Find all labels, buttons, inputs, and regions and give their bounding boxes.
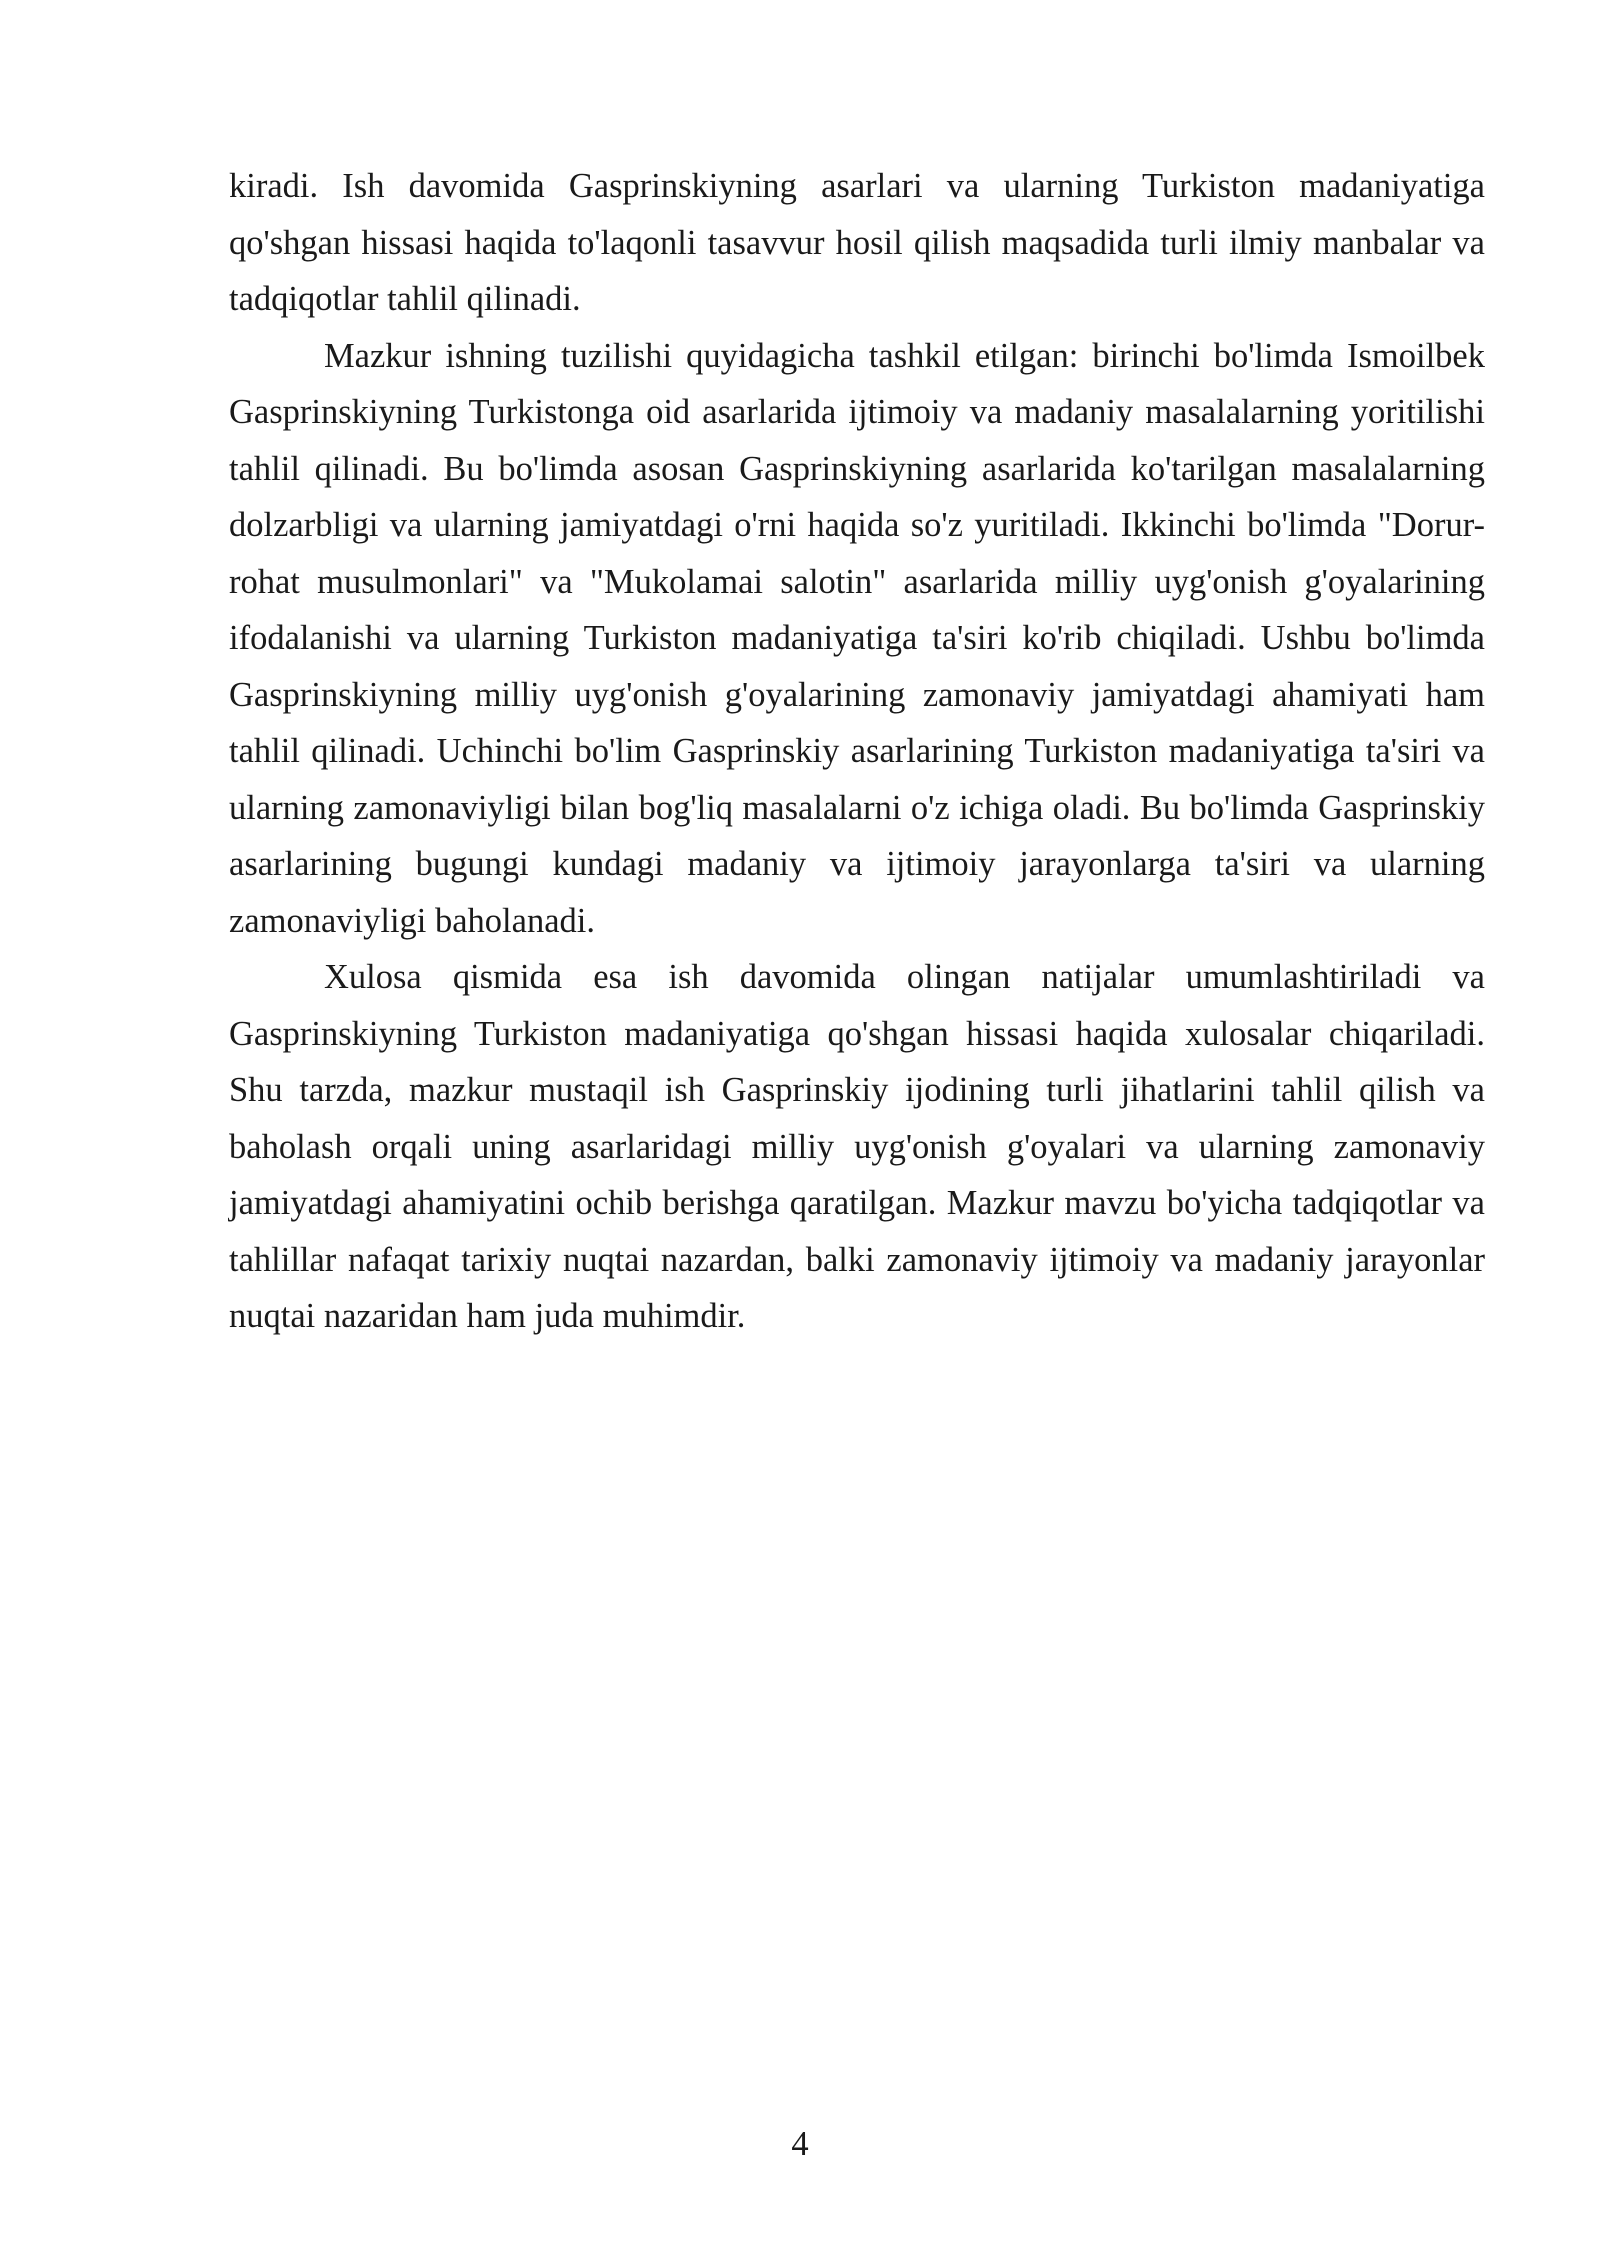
paragraph-conclusion: Xulosa qismida esa ish davomida olingan natijalar umumlashtiriladi va Gasprinskiyning Turkiston madaniyatiga qo'shgan hissasi haqida xulosalar chiqariladi. Shu tarzda, mazkur mustaqil ish Gasprinskiy ijodining turli jihatlarini tahlil qilish va baholash orqali uning asarlaridagi milliy uyg'onish g'oyalari va ularning zamonaviy jamiyatdagi ahamiyatini ochib berishga qaratilgan. Mazkur mavzu bo'yicha tadqiqotlar va tahlillar nafaqat tarixiy nuqtai nazardan, balki zamonaviy ijtimoiy va madaniy jarayonlar nuqtai nazaridan ham juda muhimdir. <box>229 958 1485 1335</box>
document-body <box>229 158 1485 1345</box>
paragraph-structure: Mazkur ishning tuzilishi quyidagicha tashkil etilgan: birinchi bo'limda Ismoilbek Gasprinskiyning Turkistonga oid asarlarida ijtimoiy va madaniy masalalarning yoritilishi tahlil qilinadi. Bu bo'limda asosan Gasprinskiyning asarlarida ko'tarilgan masalalarning dolzarbligi va ularning jamiyatdagi o'rni haqida so'z yuritiladi. Ikkinchi bo'limda "Dorur-rohat musulmonlari" va "Mukolamai salotin" asarlarida milliy uyg'onish g'oyalarining ifodalanishi va ularning Turkiston madaniyatiga ta'siri ko'rib chiqiladi. Ushbu bo'limda Gasprinskiyning milliy uyg'onish g'oyalarining zamonaviy jamiyatdagi ahamiyati ham tahlil qilinadi. Uchinchi bo'lim Gasprinskiy asarlarining Turkiston madaniyatiga ta'siri va ularning zamonaviyligi bilan bog'liq masalalarni o'z ichiga oladi. Bu bo'limda Gasprinskiy asarlarining bugungi kundagi madaniy va ijtimoiy jarayonlarga ta'siri va ularning zamonaviyligi baholanadi. <box>229 336 1485 940</box>
page-number: 4 <box>791 2125 809 2163</box>
paragraph-continuation: kiradi. Ish davomida Gasprinskiyning asarlari va ularning Turkiston madaniyatiga qo'shgan hissasi haqida to'laqonli tasavvur hosil qilish maqsadida turli ilmiy manbalar va tadqiqotlar tahlil qilinadi. <box>229 167 1485 318</box>
